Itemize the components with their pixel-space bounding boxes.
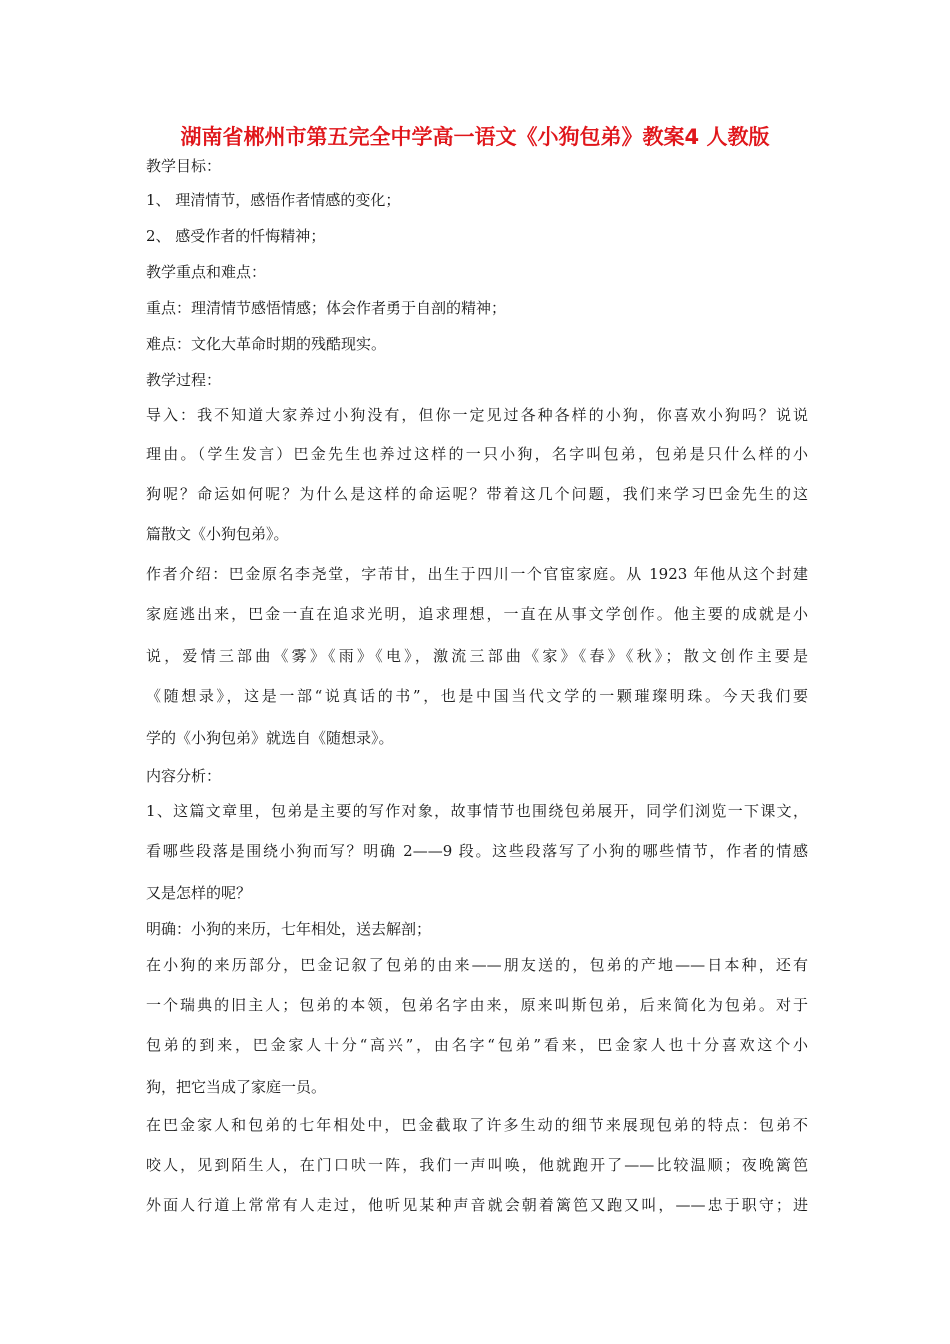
text-line: 作者介绍：巴金原名李尧堂，字芾甘，出生于四川一个官宦家庭。从 1923 年他从这个封建	[146, 565, 808, 583]
text-line: 家庭逃出来，巴金一直在追求光明，追求理想，一直在从事文学创作。他主要的成就是小	[146, 605, 808, 623]
text-line: 在巴金家人和包弟的七年相处中，巴金截取了许多生动的细节来展现包弟的特点：包弟不	[146, 1116, 808, 1134]
text-line: 又是怎样的呢？	[146, 884, 252, 902]
text-line: 教学过程：	[146, 371, 222, 389]
text-line: 难点：文化大革命时期的残酷现实。	[146, 335, 387, 353]
text-line: 1、 理清情节，感悟作者情感的变化；	[146, 191, 401, 209]
text-line: 篇散文《小狗包弟》。	[146, 525, 289, 543]
text-line: 咬人，见到陌生人，在门口吠一阵，我们一声叫唤，他就跑开了——比较温顺；夜晚篱笆	[146, 1156, 808, 1174]
text-line: 学的《小狗包弟》就选自《随想录》。	[146, 729, 394, 747]
text-line: 说，爱情三部曲《雾》《雨》《电》，激流三部曲《家》《春》《秋》；散文创作主要是	[146, 647, 808, 665]
text-line: 一个瑞典的旧主人；包弟的本领，包弟名字由来，原来叫斯包弟，后来简化为包弟。对于	[146, 996, 808, 1014]
text-line: 明确：小狗的来历，七年相处，送去解剖；	[146, 920, 432, 938]
text-line: 在小狗的来历部分，巴金记叙了包弟的由来——朋友送的，包弟的产地——日本种，还有	[146, 956, 808, 974]
text-line: 重点：理清情节感悟情感；体会作者勇于自剖的精神；	[146, 299, 507, 317]
text-line: 狗呢？命运如何呢？为什么是这样的命运呢？带着这几个问题，我们来学习巴金先生的这	[146, 485, 808, 503]
text-line: 1、这篇文章里，包弟是主要的写作对象，故事情节也围绕包弟展开，同学们浏览一下课文，	[146, 802, 808, 820]
text-line: 理由。（学生发言）巴金先生也养过这样的一只小狗，名字叫包弟，包弟是只什么样的小	[146, 445, 808, 463]
text-line: 内容分析：	[146, 767, 222, 785]
text-line: 教学目标：	[146, 157, 222, 175]
text-line: 看哪些段落是围绕小狗而写？明确 2——9 段。这些段落写了小狗的哪些情节，作者的情感	[146, 842, 808, 860]
text-line: 导入：我不知道大家养过小狗没有，但你一定见过各种各样的小狗，你喜欢小狗吗？说说	[146, 406, 808, 424]
page-title: 湖南省郴州市第五完全中学高一语文《小狗包弟》教案4 人教版	[180, 125, 770, 149]
text-line: 《随想录》，这是一部“说真话的书”，也是中国当代文学的一颗璀璨明珠。今天我们要	[146, 687, 808, 705]
text-line: 包弟的到来，巴金家人十分“高兴”，由名字“包弟”看来，巴金家人也十分喜欢这个小	[146, 1036, 808, 1054]
text-line: 2、 感受作者的忏悔精神；	[146, 227, 326, 245]
text-line: 教学重点和难点：	[146, 263, 267, 281]
text-line: 外面人行道上常常有人走过，他听见某种声音就会朝着篱笆又跑又叫，——忠于职守；进	[146, 1196, 808, 1214]
text-line: 狗，把它当成了家庭一员。	[146, 1078, 327, 1096]
